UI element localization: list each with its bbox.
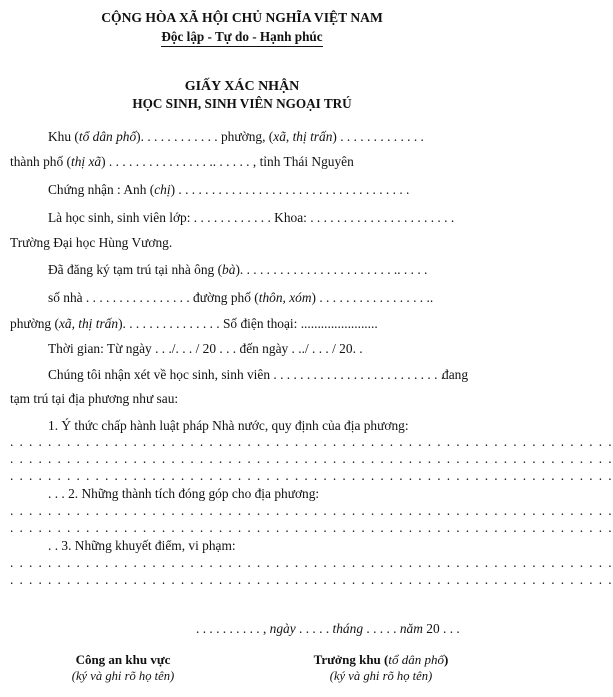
item-3-dotted-line-1: . . . . . . . . . . . . . . . . . . . . . . . . . . . . . . . . . . . . . . . . . . . . . . . . . . . . . . . . . . . . . . . . <box>10 555 613 570</box>
field-chung-nhan: Chứng nhận : Anh (chị) . . . . . . . . . . . . . . . . . . . . . . . . . . . . . . . . . . . <box>48 182 410 197</box>
signature-right-note: (ký và ghi rõ họ tên) <box>329 669 433 683</box>
field-thanh-pho: thành phố (thị xã) . . . . . . . . . . . . . . . .. . . . . . , tỉnh Thái Nguyên <box>10 154 354 169</box>
item-3-label: . . 3. Những khuyết điểm, vi phạm: <box>48 538 236 553</box>
item-3-dotted-line-2: . . . . . . . . . . . . . . . . . . . . . . . . . . . . . . . . . . . . . . . . . . . . . . . . . . . . . . . . . . . . . . . . <box>10 572 613 587</box>
item-1-dotted-line-1: . . . . . . . . . . . . . . . . . . . . . . . . . . . . . . . . . . . . . . . . . . . . . . . . . . . . . . . . . . . . . . . . <box>10 434 613 449</box>
field-phuong-dien-thoai: phường (xã, thị trấn). . . . . . . . . . . . . . . Số điện thoại: ....................... <box>10 316 378 331</box>
field-tam-tru-ong-ba: Đã đăng ký tạm trú tại nhà ông (bà). . . . . . . . . . . . . . . . . . . . . . . .. . . . . <box>48 262 428 277</box>
signature-left-note: (ký và ghi rõ họ tên) <box>71 669 175 683</box>
document-title: GIẤY XÁC NHẬN <box>184 79 300 94</box>
item-2-dotted-line-1: . . . . . . . . . . . . . . . . . . . . . . . . . . . . . . . . . . . . . . . . . . . . . . . . . . . . . . . . . . . . . . . . <box>10 503 613 518</box>
item-1-dotted-line-2: . . . . . . . . . . . . . . . . . . . . . . . . . . . . . . . . . . . . . . . . . . . . . . . . . . . . . . . . . . . . . . . . <box>10 451 613 466</box>
field-nhan-xet-end: đang <box>442 367 469 382</box>
university-name: Trường Đại học Hùng Vương. <box>10 235 173 250</box>
field-tam-tru-dia-phuong: tạm trú tại địa phương như sau: <box>10 391 179 406</box>
item-1-label: 1. Ý thức chấp hành luật pháp Nhà nước, quy định của địa phương: <box>48 418 409 433</box>
field-khu-phuong: Khu (tổ dân phố). . . . . . . . . . . . phường, (xã, thị trấn) . . . . . . . . . . . . . <box>48 129 424 144</box>
date-line: . . . . . . . . . . , ngày . . . . . tháng . . . . . năm 20 . . . <box>196 621 460 636</box>
motto <box>161 29 322 45</box>
signature-left-title: Công an khu vực <box>75 652 171 667</box>
motto-wrapper <box>0 29 484 45</box>
field-nhan-xet: Chúng tôi nhận xét về học sinh, sinh viên . . . . . . . . . . . . . . . . . . . . . . . . . . <box>48 367 445 382</box>
country-name: CỘNG HÒA XÃ HỘI CHỦ NGHĨA VIỆT NAM <box>101 10 383 25</box>
item-2-label: . . . 2. Những thành tích đóng góp cho địa phương: <box>48 486 320 501</box>
field-lop-khoa: Là học sinh, sinh viên lớp: . . . . . . . . . . . . Khoa: . . . . . . . . . . . . . . . . . . . . . . <box>48 210 455 225</box>
field-so-nha-duong-pho: số nhà . . . . . . . . . . . . . . . . đường phố (thôn, xóm) . . . . . . . . . . . . . . . . .. <box>48 290 434 305</box>
signature-right-title: Trưởng khu (tổ dân phố) <box>313 652 449 667</box>
motto-underline <box>161 46 322 47</box>
motto-text: Độc lập - Tự do - Hạnh phúc <box>161 29 323 44</box>
document-subtitle: HỌC SINH, SINH VIÊN NGOẠI TRÚ <box>132 96 352 111</box>
item-2-dotted-line-2: . . . . . . . . . . . . . . . . . . . . . . . . . . . . . . . . . . . . . . . . . . . . . . . . . . . . . . . . . . . . . . . . <box>10 520 613 535</box>
item-1-dotted-line-3: . . . . . . . . . . . . . . . . . . . . . . . . . . . . . . . . . . . . . . . . . . . . . . . . . . . . . . . . . . . . . . . . <box>10 468 613 483</box>
field-thoi-gian: Thời gian: Từ ngày . . ./. . . / 20 . . . đến ngày . ../ . . . / 20. . <box>48 341 363 356</box>
